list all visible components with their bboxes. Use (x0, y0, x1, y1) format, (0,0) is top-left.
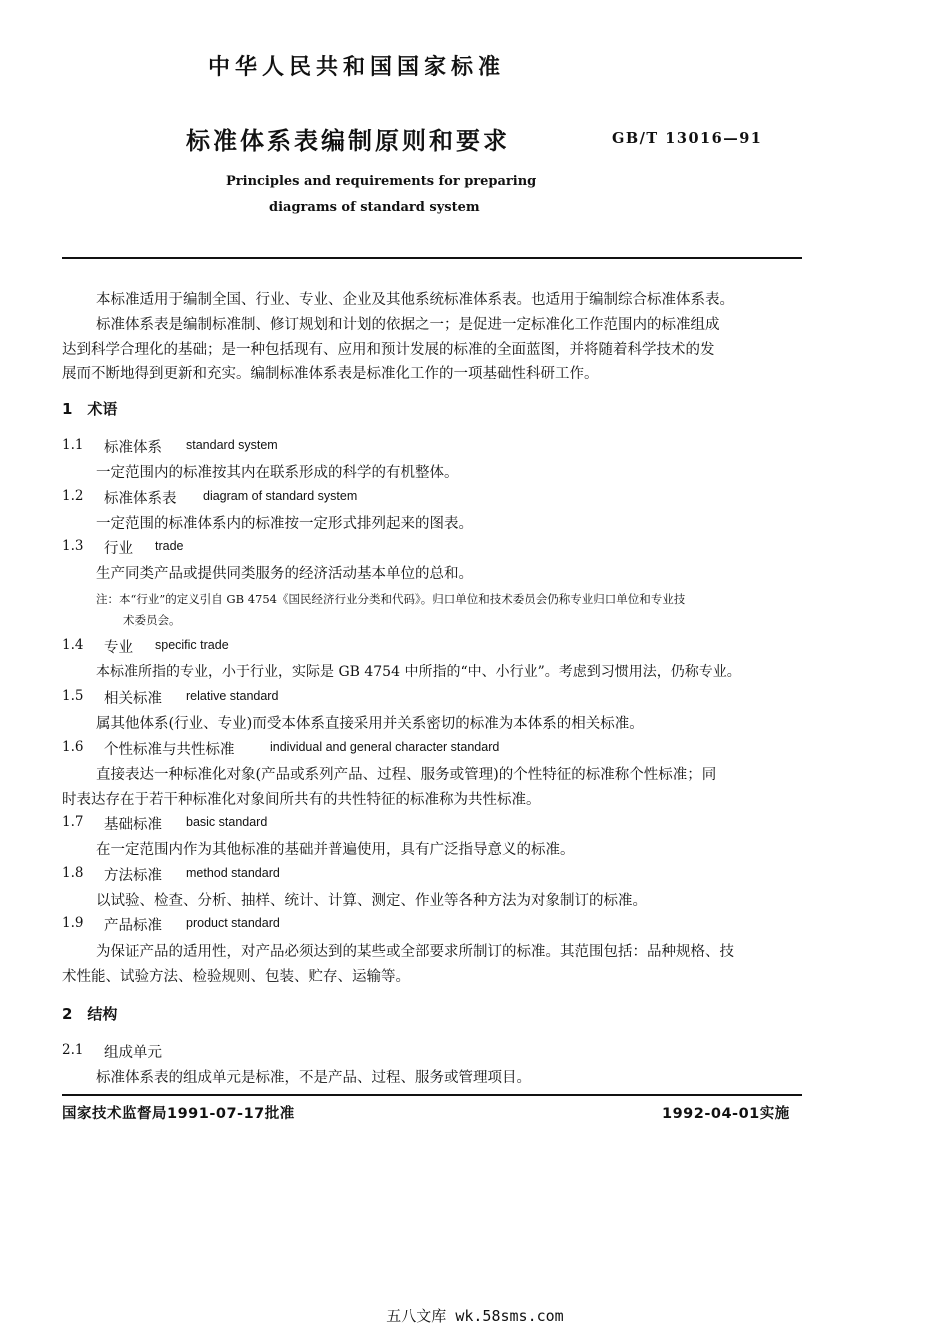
intro-paragraph-1: 本标准适用于编制全国、行业、专业、企业及其他系统标准体系表。也适用于编制综合标准体系表。 (96, 292, 734, 308)
intro-paragraph-2-line1: 标准体系表是编制标准制、修订规划和计划的依据之一；是促进一定标准化工作范围内的标准组成 (96, 317, 720, 333)
term-en: diagram of standard system (203, 489, 358, 503)
term-number: 1.4 (62, 637, 84, 653)
term-definition-line2: 术性能、试验方法、检验规则、包装、贮存、运输等。 (62, 969, 410, 985)
term-en: specific trade (155, 638, 229, 652)
term-definition: 一定范围内的标准按其内在联系形成的科学的有机整体。 (96, 465, 459, 481)
intro-paragraph-2-line3: 展而不断地得到更新和充实。编制标准体系表是标准化工作的一项基础性科研工作。 (62, 366, 599, 382)
term-en: trade (155, 539, 184, 553)
term-cn: 方法标准 (104, 868, 162, 884)
term-note-line1: 注：本“行业”的定义引自 GB 4754《国民经济行业分类和代码》。归口单位和技术委员会仍称专业归口单位和专业技 (96, 592, 686, 606)
document-title: 标准体系表编制原则和要求 (186, 127, 510, 155)
section-2-heading: 2 结构 (62, 1005, 118, 1023)
term-note-line2: 术委员会。 (123, 613, 181, 627)
term-number: 1.5 (62, 688, 84, 704)
standard-code: GB/T 13016—91 (612, 130, 763, 147)
term-cn: 标准体系表 (104, 491, 177, 507)
term-definition-line1: 为保证产品的适用性，对产品必须达到的某些或全部要求所制订的标准。其范围包括：品种规格、技 (96, 944, 734, 960)
term-cn: 产品标准 (104, 918, 162, 934)
term-number: 1.8 (62, 865, 84, 881)
term-number: 1.3 (62, 538, 84, 554)
term-definition: 本标准所指的专业，小于行业，实际是 GB 4754 中所指的“中、小行业”。考虑到习惯用法，仍称专业。 (96, 664, 741, 680)
term-number: 1.2 (62, 488, 84, 504)
term-en: basic standard (186, 815, 268, 829)
approval-date: 国家技术监督局1991-07-17批准 (62, 1106, 295, 1122)
term-number: 1.1 (62, 437, 84, 453)
term-en: relative standard (186, 689, 279, 703)
term-definition: 在一定范围内作为其他标准的基础并普遍使用，具有广泛指导意义的标准。 (96, 842, 575, 858)
subsection-definition: 标准体系表的组成单元是标准，不是产品、过程、服务或管理项目。 (96, 1070, 531, 1086)
term-definition-line1: 直接表达一种标准化对象(产品或系列产品、过程、服务或管理)的个性特征的标准称个性标准；同 (96, 767, 717, 783)
term-number: 1.7 (62, 814, 84, 830)
national-standard-heading: 中华人民共和国国家标准 (208, 55, 506, 80)
section-1-heading: 1 术语 (62, 400, 118, 418)
term-en: standard system (186, 438, 278, 452)
term-en: individual and general character standard (270, 740, 500, 754)
term-definition: 一定范围的标准体系内的标准按一定形式排列起来的图表。 (96, 516, 473, 532)
term-definition: 生产同类产品或提供同类服务的经济活动基本单位的总和。 (96, 566, 473, 582)
footer-rule (62, 1094, 802, 1096)
term-definition: 属其他体系(行业、专业)而受本体系直接采用并关系密切的标准为本体系的相关标准。 (96, 716, 644, 732)
term-cn: 行业 (104, 541, 133, 557)
term-definition-line2: 时表达存在于若干种标准化对象间所共有的共性特征的标准称为共性标准。 (62, 792, 541, 808)
subsection-title: 组成单元 (104, 1045, 162, 1061)
subsection-number: 2.1 (62, 1042, 84, 1058)
english-title-line1: Principles and requirements for preparing (226, 174, 537, 189)
term-definition: 以试验、检查、分析、抽样、统计、计算、测定、作业等各种方法为对象制订的标准。 (96, 893, 647, 909)
term-en: method standard (186, 866, 280, 880)
term-cn: 基础标准 (104, 817, 162, 833)
intro-paragraph-2-line2: 达到科学合理化的基础；是一种包括现有、应用和预计发展的标准的全面蓝图，并将随着科学技术的发 (62, 342, 715, 358)
term-cn: 相关标准 (104, 691, 162, 707)
watermark-text: 五八文库 wk.58sms.com (386, 1307, 564, 1325)
implementation-date: 1992-04-01实施 (662, 1106, 790, 1122)
term-number: 1.9 (62, 915, 84, 931)
term-en: product standard (186, 916, 280, 930)
term-number: 1.6 (62, 739, 84, 755)
term-cn: 个性标准与共性标准 (104, 742, 235, 758)
term-cn: 专业 (104, 640, 133, 656)
term-cn: 标准体系 (104, 440, 162, 456)
english-title-line2: diagrams of standard system (269, 200, 480, 215)
header-rule (62, 257, 802, 259)
